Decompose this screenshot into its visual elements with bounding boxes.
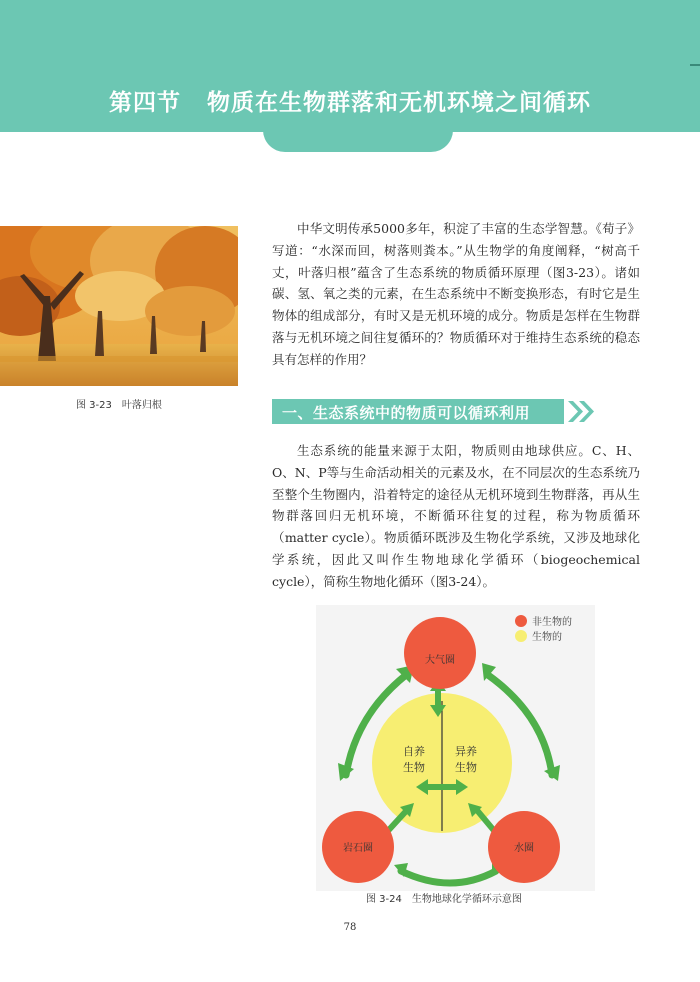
- header-banner-tab: [263, 120, 453, 152]
- section-title: 物质在生物群落和无机环境之间循环: [207, 90, 591, 116]
- biogeochemical-cycle-diagram: [316, 605, 595, 891]
- atmosphere-label: 大气圈: [425, 655, 455, 666]
- autotroph-label-2: 生物: [403, 761, 425, 774]
- body-paragraph: 生态系统的能量来源于太阳，物质则由地球供应。C、H、O、N、P等与生命活动相关的元素及水，在不同层次的生态系统乃至整个生物圈内，沿着特定的途径从无机环境到生物群落，再从生物群落回归无机环境，不断循环往复的过程，称为物质循环（matter cycle）。物质循环既涉及生物化学系统，又涉及地球化学系统，因此又叫作生物地球化学循环（biogeochemical cycle），简称生物地化循环（图3-24）。: [272, 443, 640, 589]
- autotroph-label-1: 自养: [403, 745, 425, 758]
- autumn-trees-photo: [0, 226, 238, 386]
- page-title: [0, 84, 700, 117]
- double-chevron-icon: [566, 399, 596, 424]
- figure-number: 图 3-24: [366, 894, 402, 905]
- lithosphere-label: 岩石圈: [343, 843, 373, 854]
- heterotroph-label-2: 生物: [455, 761, 477, 774]
- figure-3-23-caption: [76, 396, 162, 411]
- figure-number: 图 3-23: [76, 400, 112, 411]
- heterotroph-label-1: 异养: [455, 745, 477, 758]
- figure-caption-text: 叶落归根: [121, 400, 162, 411]
- legend-abiotic-label: 非生物的: [532, 617, 572, 628]
- legend-abiotic-swatch: [515, 615, 527, 627]
- atmosphere-circle: [404, 617, 476, 689]
- page-edge-mark: [690, 64, 700, 66]
- section-heading: 一、生态系统中的物质可以循环利用: [282, 404, 531, 422]
- legend-biotic-swatch: [515, 630, 527, 642]
- figure-3-24-caption: [366, 890, 522, 905]
- page-number: 78: [343, 922, 357, 933]
- figure-caption-text: 生物地球化学循环示意图: [411, 894, 522, 905]
- section-number: 第四节: [109, 90, 181, 116]
- hydrosphere-label: 水圈: [514, 843, 534, 854]
- legend-biotic-label: 生物的: [532, 632, 562, 643]
- intro-paragraph: 中华文明传承5000多年，积淀了丰富的生态学智慧。《荀子》写道：“水深而回，树落则粪本。”从生物学的角度阐释，“树高千丈，叶落归根”蕴含了生态系统的物质循环原理（图3-23）。诸如碳、氢、氧之类的元素，在生态系统中不断变换形态，有时它是生物体的组成部分，有时又是无机环境的成分。物质是怎样在生物群落与无机环境之间往复循环的？物质循环对于维持生态系统的稳态具有怎样的作用？: [272, 221, 640, 367]
